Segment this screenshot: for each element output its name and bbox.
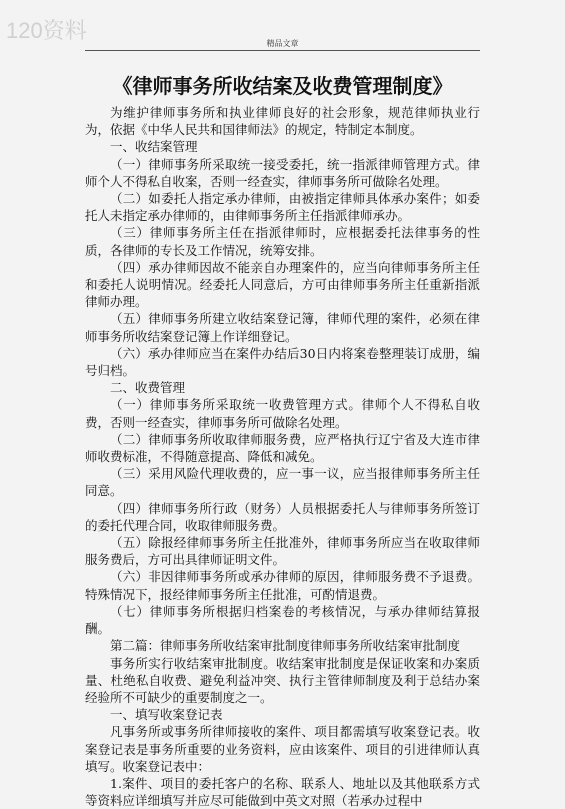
paragraph: （一）律师事务所采取统一接受委托，统一指派律师管理方式。律师个人不得私自收案，否则一经查实，律师事务所可做除名处理。	[85, 156, 480, 189]
paragraph: 凡事务所或事务所律师接收的案件、项目都需填写收案登记表。收案登记表是事务所重要的业务资料，应由该案件、项目的引进律师认真填写。收案登记表中：	[85, 724, 480, 774]
paragraph: （二）如委托人指定承办律师，由被指定律师具体承办案件；如委托人未指定承办律师的，由律师事务所主任指派律师承办。	[85, 191, 480, 224]
paragraph: （四）律师事务所行政（财务）人员根据委托人与律师事务所签订的委托代理合同，收取律师服务费。	[85, 500, 480, 533]
watermark-logo: 120资料	[6, 18, 87, 43]
paragraph: （六）承办律师应当在案件办结后30日内将案卷整理装订成册，编号归档。	[85, 345, 480, 379]
header-divider	[85, 50, 480, 51]
paragraph-list	[85, 104, 480, 809]
paragraph: （三）采用风险代理收费的，应一事一议，应当报律师事务所主任同意。	[85, 466, 480, 499]
part-heading: 第二篇：律师事务所收结案审批制度律师事务所收结案审批制度	[110, 638, 461, 654]
page-header-label: 精品文章	[266, 39, 299, 48]
paragraph: （三）律师事务所主任在指派律师时，应根据委托法律事务的性质，各律师的专长及工作情况，统筹安排。	[85, 225, 480, 258]
section-heading: 二、收费管理	[110, 380, 186, 396]
paragraph: （六）非因律师事务所或承办律师的原因，律师服务费不予退费。特殊情况下，报经律师事务所主任批准，可酌情退费。	[85, 569, 480, 602]
document-body	[85, 72, 480, 809]
paragraph: （四）承办律师因故不能亲自办理案件的，应当向律师事务所主任和委托人说明情况。经委托人同意后，方可由律师事务所主任重新指派律师办理。	[85, 259, 480, 310]
section-heading: 一、填写收案登记表	[110, 707, 223, 723]
paragraph: （五）律师事务所建立收结案登记簿，律师代理的案件，必须在律师事务所收结案登记簿上作详细登记。	[85, 311, 480, 344]
paragraph: 1.案件、项目的委托客户的名称、联系人、地址以及其他联系方式等资料应详细填写并应尽可能做到中英文对照（若承办过程中	[85, 775, 480, 809]
paragraph: （二）律师事务所收取律师服务费，应严格执行辽宁省及大连市律师收费标准，不得随意提高、降低和减免。	[85, 431, 480, 465]
paragraph: 事务所实行收结案审批制度。收结案审批制度是保证收案和办案质量、杜绝私自收费、避免利益冲突、执行主管律师制度及利于总结办案经验所不可缺少的重要制度之一。	[85, 655, 480, 705]
document-title: 《律师事务所收结案及收费管理制度》	[112, 74, 453, 98]
paragraph: （七）律师事务所根据归档案卷的考核情况，与承办律师结算报酬。	[85, 603, 480, 637]
section-heading: 一、收结案管理	[110, 139, 198, 155]
paragraph: （一）律师事务所采取统一收费管理方式。律师个人不得私自收费，否则一经查实，律师事务所可做除名处理。	[85, 397, 480, 430]
paragraph: （五）除报经律师事务所主任批准外，律师事务所应当在收取律师服务费后，方可出具律师证明文件。	[85, 535, 480, 568]
paragraph: 为维护律师事务所和执业律师良好的社会形象，规范律师执业行为，依据《中华人民共和国律师法》的规定，特制定本制度。	[85, 105, 480, 138]
